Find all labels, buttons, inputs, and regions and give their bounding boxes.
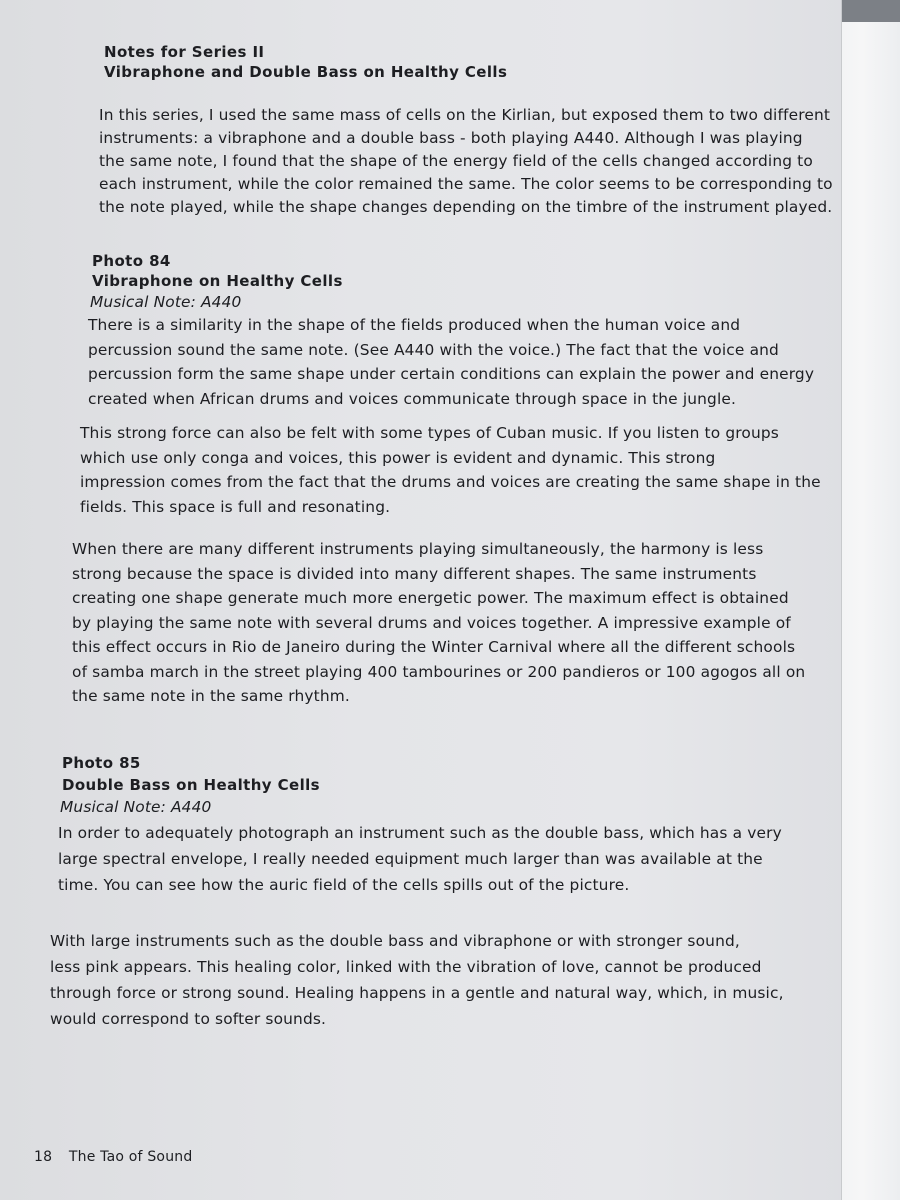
photo85-label: Photo 85 (62, 754, 141, 772)
photo84-paragraph-1 (88, 313, 814, 411)
paragraph-line: In order to adequately photograph an instrument such as the double bass, which has a very (58, 824, 782, 842)
series-heading-line1: Notes for Series II (104, 43, 265, 61)
paragraph-line: large spectral envelope, I really needed equipment much larger than was available at the (58, 850, 763, 868)
paragraph-line: through force or strong sound. Healing happens in a gentle and natural way, which, in music, (50, 984, 784, 1002)
book-title: The Tao of Sound (68, 1149, 193, 1165)
photo85-paragraph-1 (58, 820, 782, 898)
photo85-heading (62, 752, 320, 796)
paragraph-line: by playing the same note with several drums and voices together. A impressive example of (72, 613, 791, 632)
paragraph-line: percussion sound the same note. (See A440 with the voice.) The fact that the voice and (88, 340, 779, 359)
intro-line: the note played, while the shape changes depending on the timbre of the instrument played. (99, 198, 833, 216)
paragraph-line: the same note in the same rhythm. (72, 687, 350, 705)
paragraph-line: This strong force can also be felt with some types of Cuban music. If you listen to groups (80, 424, 779, 442)
photo84-paragraph-2 (80, 421, 821, 519)
paragraph-line: created when African drums and voices communicate through space in the jungle. (88, 389, 737, 408)
paragraph-line: time. You can see how the auric field of the cells spills out of the picture. (58, 876, 630, 894)
adjacent-page-edge (841, 0, 900, 1200)
photo84-paragraph-3 (72, 537, 805, 709)
photo84-heading (92, 251, 343, 291)
paragraph-line: With large instruments such as the double bass and vibraphone or with stronger sound, (50, 932, 740, 950)
intro-line: the same note, I found that the shape of the energy field of the cells changed according to (99, 152, 813, 170)
intro-line: each instrument, while the color remained the same. The color seems to be corresponding to (99, 175, 833, 193)
paragraph-line: which use only conga and voices, this power is evident and dynamic. This strong (80, 448, 716, 467)
photo85-musical-note: Musical Note: A440 (60, 798, 212, 816)
intro-paragraph (99, 104, 833, 219)
photo84-title: Vibraphone on Healthy Cells (92, 272, 343, 290)
intro-line: instruments: a vibraphone and a double bass - both playing A440. Although I was playing (99, 129, 803, 147)
paragraph-line: When there are many different instruments playing simultaneously, the harmony is less (72, 540, 764, 558)
paragraph-line: impression comes from the fact that the drums and voices are creating the same shape in the (80, 473, 821, 491)
paragraph-line: this effect occurs in Rio de Janeiro during the Winter Carnival where all the different schools (72, 638, 796, 656)
photo84-label: Photo 84 (92, 252, 171, 270)
photo85-paragraph-2 (50, 928, 784, 1032)
paragraph-line: fields. This space is full and resonating. (80, 497, 391, 516)
page-number: 18 (34, 1149, 53, 1165)
paragraph-line: creating one shape generate much more energetic power. The maximum effect is obtained (72, 589, 789, 607)
intro-line: In this series, I used the same mass of cells on the Kirlian, but exposed them to two different (99, 106, 831, 124)
paragraph-line: less pink appears. This healing color, linked with the vibration of love, cannot be produced (50, 958, 762, 976)
photo84-musical-note: Musical Note: A440 (90, 293, 242, 311)
page-footer (34, 1149, 192, 1165)
paragraph-line: strong because the space is divided into many different shapes. The same instruments (72, 564, 757, 583)
paragraph-line: would correspond to softer sounds. (50, 1010, 327, 1028)
series-heading (104, 42, 507, 82)
photo85-title: Double Bass on Healthy Cells (62, 776, 320, 794)
paragraph-line: of samba march in the street playing 400 tambourines or 200 pandieros or 100 agogos all on (72, 662, 806, 681)
paragraph-line: There is a similarity in the shape of the fields produced when the human voice and (88, 316, 741, 334)
series-heading-line2: Vibraphone and Double Bass on Healthy Cells (104, 63, 508, 81)
paragraph-line: percussion form the same shape under certain conditions can explain the power and energy (88, 365, 815, 383)
